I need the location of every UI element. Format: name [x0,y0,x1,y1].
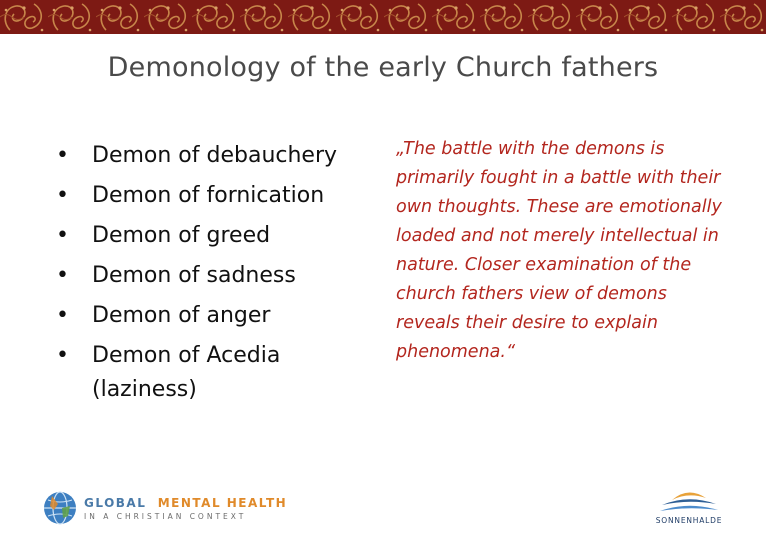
decorative-banner [0,0,766,34]
bullet-dot: • [56,183,69,208]
bullet-dot: • [56,223,69,248]
paisley-pattern [0,0,766,34]
globe-icon [42,490,78,526]
bullet-dot: • [56,303,69,328]
sun-waves-icon [658,488,720,514]
sonnenhalde-logo [652,488,726,530]
slide-title: Demonology of the early Church fathers [107,52,659,83]
logo-word-mental-health: MENTAL HEALTH [157,496,288,510]
list-item: • Demon of greed [56,216,337,256]
bullet-dot: • [56,343,69,368]
list-item: • Demon of Acedia (laziness) [56,336,337,407]
logo-word-global: GLOBAL [84,496,147,510]
demon-list [56,136,337,407]
list-item: • Demon of debauchery [56,136,337,176]
logo-name: SONNENHALDE [655,516,723,525]
list-item: • Demon of anger [56,296,337,336]
bullet-dot: • [56,263,69,288]
global-mental-health-logo [42,490,288,528]
bullet-dot: • [56,143,69,168]
quote-text: „The battle with the demons is primarily fought in a battle with their own thoughts. These are emotionally loaded and not merely intellectual in nature. Closer examination of the church fathers view of demons reveals their desire to explain phenomena.“ [396,139,722,362]
list-item: • Demon of fornication [56,176,337,216]
logo-subtitle: IN A CHRISTIAN CONTEXT [84,512,247,521]
list-item: • Demon of sadness [56,256,337,296]
